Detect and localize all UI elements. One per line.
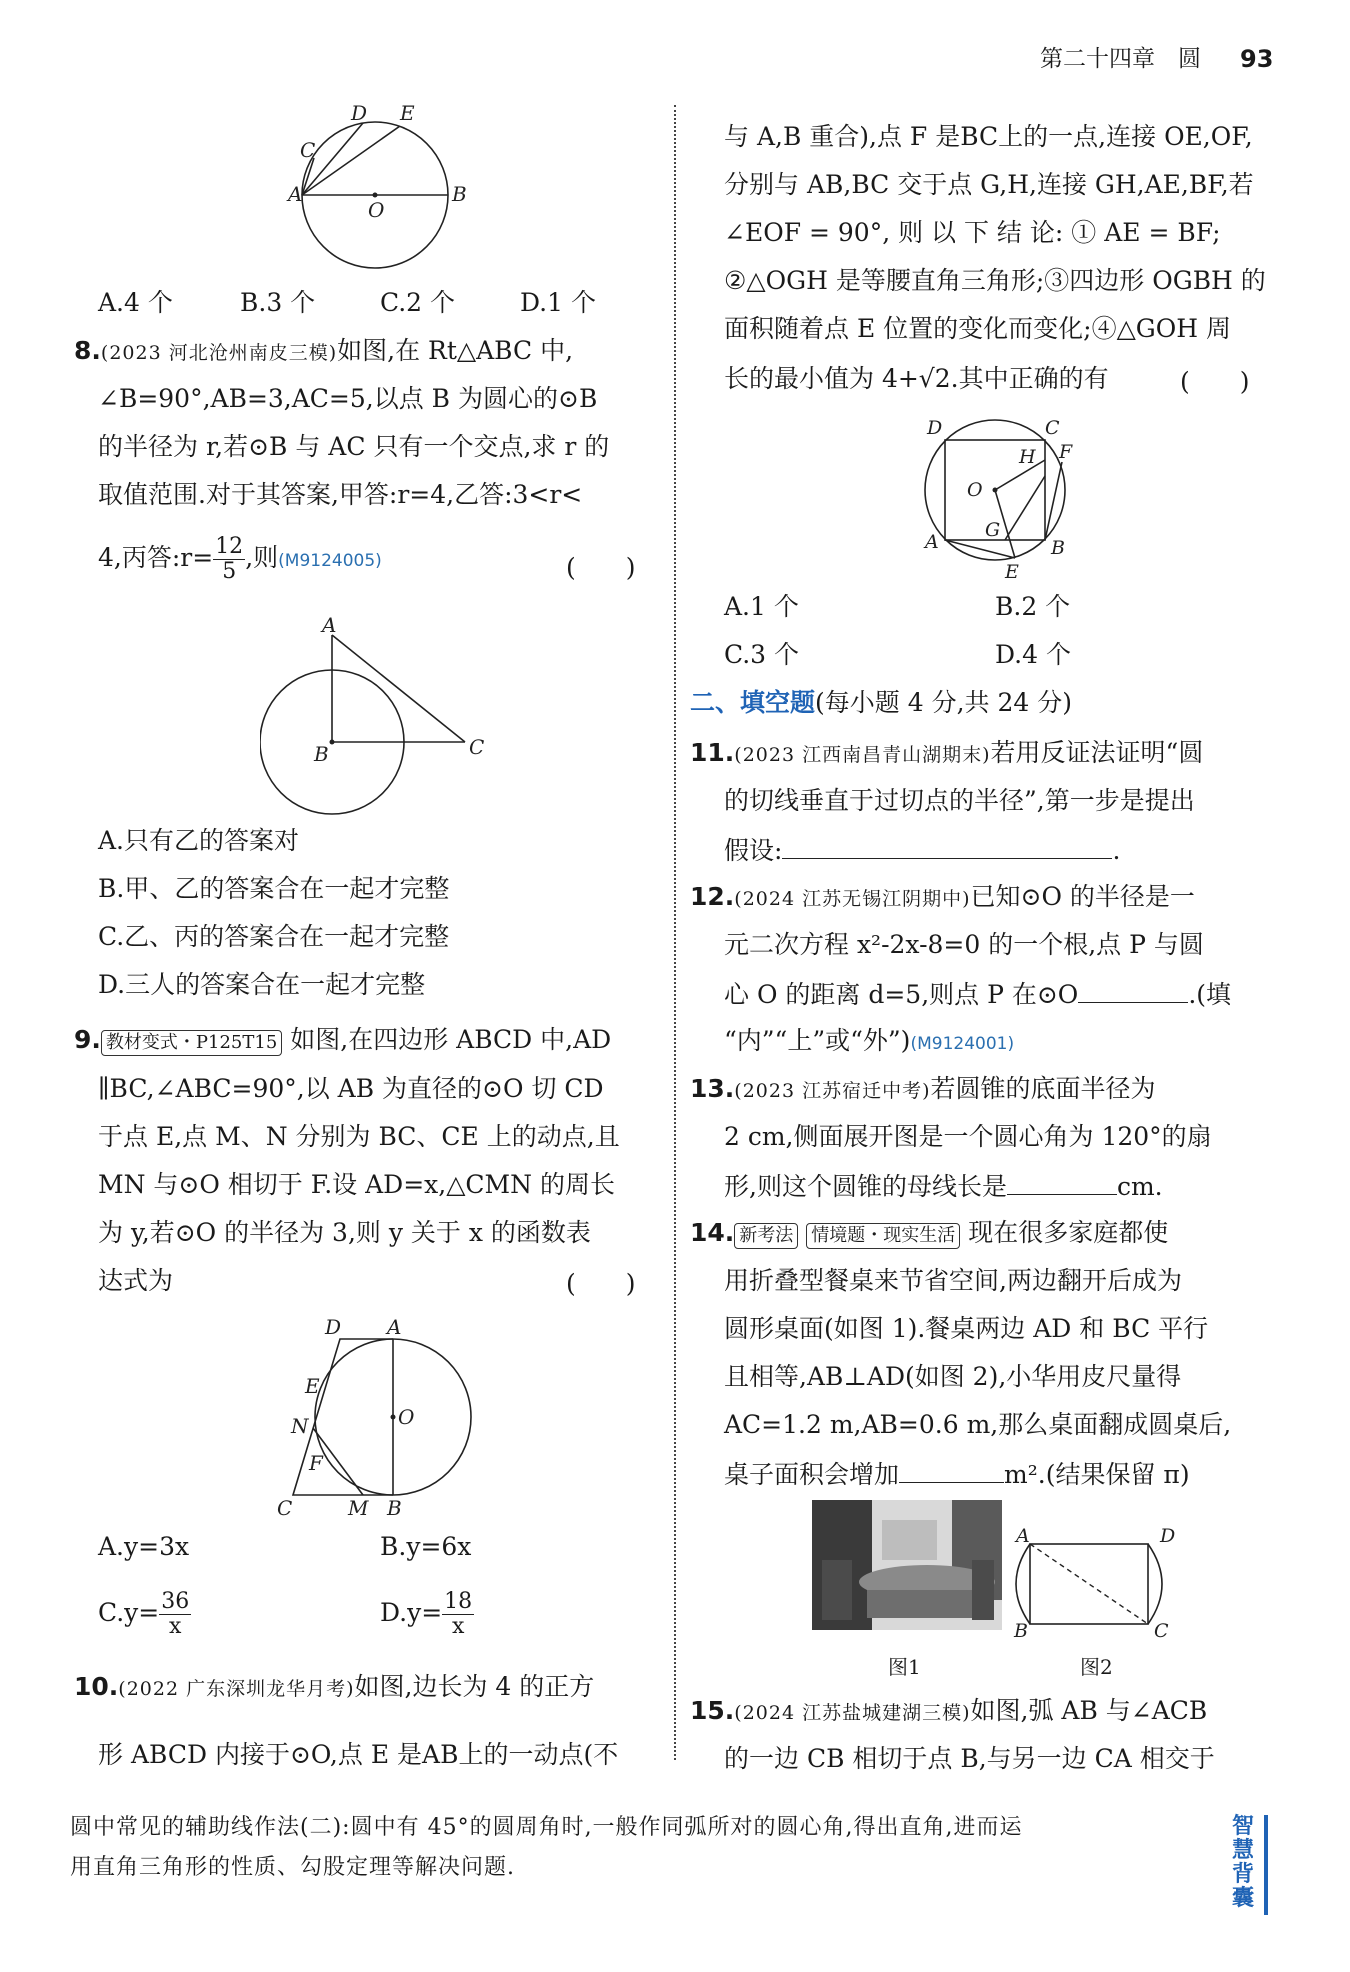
q12-line-2: 元二次方程 x²-2x-8=0 的一个根,点 P 与圆: [724, 930, 1204, 959]
q13-answer-blank[interactable]: [1007, 1168, 1117, 1195]
q14-tag-2: 情境题・现实生活: [806, 1223, 960, 1249]
q10-right-line-3: ∠EOF = 90°, 则 以 下 结 论: ① AE = BF;: [724, 218, 1221, 247]
q11-line-3: 假设: .: [724, 832, 1120, 868]
q10-label-h: H: [1019, 446, 1036, 468]
q8-figure: [260, 615, 500, 815]
q7-label-a: A: [288, 182, 303, 206]
q8-line-3: 的半径为 r,若⊙B 与 AC 只有一个交点,求 r 的: [98, 432, 610, 461]
q15-line-2: 的一边 CB 相切于点 B,与另一边 CA 相交于: [724, 1744, 1215, 1773]
q8-answer-paren: ( ): [566, 553, 636, 582]
q10-label-g: G: [985, 519, 1001, 541]
q10-label-c: C: [1045, 417, 1060, 439]
q10-right-line-6: 长的最小值为 4+√2.其中正确的有: [724, 364, 1109, 393]
q14-label-a: A: [1016, 1525, 1030, 1547]
q14-line-6: 桌子面积会增加 m².(结果保留 π): [724, 1456, 1190, 1492]
q10-right-line-1: 与 A,B 重合),点 F 是BC上的一点,连接 OE,OF,: [724, 122, 1253, 151]
q8-option-a: A.只有乙的答案对: [98, 826, 300, 855]
q10-right-line-5: 面积随着点 E 位置的变化而变化;④△GOH 周: [724, 314, 1232, 343]
q7-figure: [280, 100, 480, 280]
q8-option-c: C.乙、丙的答案合在一起才完整: [98, 922, 450, 951]
q13-line-3: 形,则这个圆锥的母线长是 cm.: [724, 1168, 1163, 1204]
q9-line-4: MN 与⊙O 相切于 F.设 AD=x,△CMN 的周长: [98, 1170, 615, 1199]
footer-accent-bar: [1264, 1815, 1268, 1915]
q14-figure-2: [1008, 1520, 1198, 1640]
q8-label-a: A: [322, 615, 337, 637]
q10-option-b: B.2 个: [995, 592, 1071, 621]
section-note: (每小题 4 分,共 24 分): [815, 688, 1072, 717]
q10-label-o: O: [967, 479, 983, 501]
q12-line-3: 心 O 的距离 d=5,则点 P 在⊙O .(填: [724, 976, 1231, 1012]
q10-right-line-4: ②△OGH 是等腰直角三角形;③四边形 OGBH 的: [724, 266, 1266, 295]
q10-label-b: B: [1051, 537, 1065, 559]
q9-label-a: A: [387, 1315, 402, 1339]
q8-option-d: D.三人的答案合在一起才完整: [98, 970, 426, 999]
q10-line-2: 形 ABCD 内接于⊙O,点 E 是AB上的一动点(不: [98, 1740, 619, 1769]
q7-label-o: O: [368, 198, 385, 222]
q7-option-d: D.1 个: [520, 288, 596, 317]
q12-code: (M9124001): [910, 1034, 1015, 1054]
section-fill-in: [690, 686, 1072, 720]
q8-label-b: B: [314, 742, 329, 766]
q14-line-4: 且相等,AB⊥AD(如图 2),小华用皮尺量得: [724, 1362, 1182, 1391]
q9-question: 9. 教材变式・P125T15 如图,在四边形 ABCD 中,AD: [74, 1025, 612, 1054]
q14-question: 14. 新考法 情境题・现实生活 现在很多家庭都使: [690, 1218, 1169, 1247]
q9-option-b: B.y=6x: [380, 1532, 472, 1561]
q9-label-c: C: [277, 1496, 293, 1520]
q9-line-6: 达式为: [98, 1266, 174, 1295]
q10-label-d: D: [927, 417, 943, 439]
q10-answer-paren: ( ): [1180, 367, 1250, 396]
q8-line-2: ∠B=90°,AB=3,AC=5,以点 B 为圆心的⊙B: [98, 384, 598, 413]
q10-option-d: D.4 个: [995, 640, 1071, 669]
q7-label-c: C: [300, 138, 316, 162]
q7-label-e: E: [400, 101, 415, 125]
q12-question: 12.(2024 江苏无锡江阴期中)已知⊙O 的半径是一: [690, 882, 1195, 911]
q13-line-2: 2 cm,侧面展开图是一个圆心角为 120°的扇: [724, 1122, 1212, 1151]
q9-option-d: D.y= $\frac{18}{x}$: [380, 1589, 473, 1639]
q14-tag-1: 新考法: [734, 1223, 798, 1249]
q9-option-c: C.y= $\frac{36}{x}$: [98, 1589, 190, 1639]
q11-answer-blank[interactable]: [782, 832, 1112, 859]
footer-line-1: 圆中常见的辅助线作法(二):圆中有 45°的圆周角时,一般作同弧所对的圆心角,得出直角,进而运: [70, 1815, 1023, 1840]
q9-line-3: 于点 E,点 M、N 分别为 BC、CE 上的动点,且: [98, 1122, 620, 1151]
footer-line-2: 用直角三角形的性质、勾股定理等解决问题.: [70, 1855, 515, 1880]
q10-figure: [905, 410, 1095, 585]
q8-question: 8.(2023 河北沧州南皮三模)如图,在 Rt△ABC 中,: [74, 336, 574, 365]
q11-question: 11.(2023 江西南昌青山湖期末)若用反证法证明“圆: [690, 738, 1204, 767]
q7-label-d: D: [351, 101, 368, 125]
q7-option-a: A.4 个: [98, 288, 173, 317]
q9-line-2: ∥BC,∠ABC=90°,以 AB 为直径的⊙O 切 CD: [98, 1074, 604, 1103]
footer-tip: [70, 1808, 1260, 1888]
q14-label-d: D: [1160, 1525, 1176, 1547]
q10-right-line-2: 分别与 AB,BC 交于点 G,H,连接 GH,AE,BF,若: [724, 170, 1254, 199]
q10-label-e: E: [1005, 561, 1019, 583]
q12-answer-blank[interactable]: [1078, 976, 1188, 1003]
q8-label-c: C: [469, 735, 485, 759]
q14-answer-blank[interactable]: [899, 1456, 1004, 1483]
q12-line-4: “内”“上”或“外”)(M9124001): [724, 1026, 1015, 1055]
q9-label-o: O: [398, 1405, 415, 1429]
q14-label-b: B: [1014, 1620, 1028, 1640]
q14-line-2: 用折叠型餐桌来节省空间,两边翻开后成为: [724, 1266, 1182, 1295]
q14-line-3: 圆形桌面(如图 1).餐桌两边 AD 和 BC 平行: [724, 1314, 1209, 1343]
q9-label-m: M: [348, 1496, 369, 1520]
q9-line-5: 为 y,若⊙O 的半径为 3,则 y 关于 x 的函数表: [98, 1218, 591, 1247]
q9-answer-paren: ( ): [566, 1269, 636, 1298]
q11-line-2: 的切线垂直于过切点的半径”,第一步是提出: [724, 786, 1195, 815]
q7-label-b: B: [452, 182, 467, 206]
page-number: 93: [1240, 45, 1274, 73]
q14-label-c: C: [1154, 1620, 1169, 1640]
chapter-title: 第二十四章 圆: [1040, 46, 1201, 72]
q13-question: 13.(2023 江苏宿迁中考)若圆锥的底面半径为: [690, 1074, 1156, 1103]
q15-question: 15.(2024 江苏盐城建湖三模)如图,弧 AB 与∠ACB: [690, 1696, 1208, 1725]
column-divider: [674, 105, 676, 1760]
q9-option-a: A.y=3x: [98, 1532, 190, 1561]
q8-code: (M9124005): [278, 551, 382, 571]
footer-side-label: 智慧背囊: [1232, 1814, 1255, 1911]
q10-label-f: F: [1059, 441, 1073, 463]
q10-option-c: C.3 个: [724, 640, 800, 669]
q8-line-5: 4,丙答:r= $\frac{12}{5}$ ,则(M9124005): [98, 534, 382, 584]
q9-figure: [265, 1310, 485, 1520]
q8-option-b: B.甲、乙的答案合在一起才完整: [98, 874, 450, 903]
q14-table-photo: [812, 1500, 1002, 1630]
q9-label-n: N: [291, 1414, 309, 1438]
q9-label-e: E: [305, 1374, 320, 1398]
q9-tag: 教材变式・P125T15: [101, 1030, 282, 1056]
q10-label-a: A: [925, 531, 939, 553]
q7-option-c: C.2 个: [380, 288, 456, 317]
q7-option-b: B.3 个: [240, 288, 316, 317]
q9-label-d: D: [325, 1315, 342, 1339]
q9-label-f: F: [309, 1451, 323, 1475]
q14-fig1-caption: 图1: [888, 1655, 921, 1679]
q14-line-5: AC=1.2 m,AB=0.6 m,那么桌面翻成圆桌后,: [724, 1410, 1232, 1439]
section-title: 二、填空题: [690, 688, 816, 717]
q9-label-b: B: [387, 1496, 402, 1520]
q8-line-4: 取值范围.对于其答案,甲答:r=4,乙答:3<r<: [98, 480, 583, 509]
q10-option-a: A.1 个: [724, 592, 799, 621]
q10-question: 10.(2022 广东深圳龙华月考)如图,边长为 4 的正方: [74, 1672, 595, 1701]
q14-fig2-caption: 图2: [1080, 1655, 1113, 1679]
